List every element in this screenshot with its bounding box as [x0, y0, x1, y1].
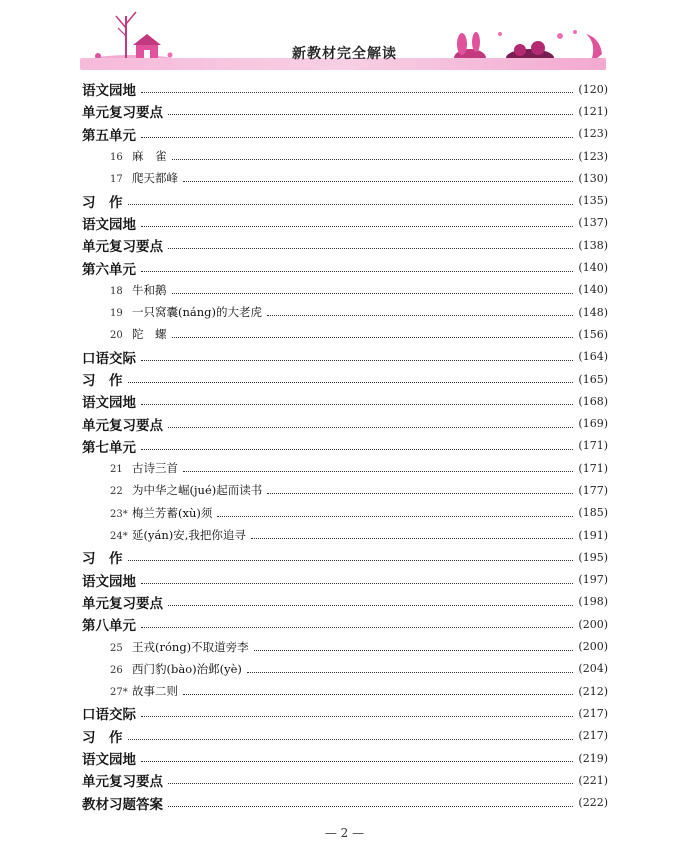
- toc-entry-title: 习 作: [82, 373, 123, 389]
- toc-entry-title: 口语交际: [82, 350, 136, 367]
- toc-entry-page: (171): [575, 462, 608, 475]
- toc-entry-page: (222): [575, 796, 608, 809]
- dot-leader: [141, 626, 573, 628]
- toc-entry-title: 爬天都峰: [132, 171, 178, 186]
- toc-lesson-entry[interactable]: [82, 457, 608, 479]
- toc-entry-label: [82, 124, 139, 144]
- toc-entry-title: 单元复习要点: [82, 417, 163, 434]
- toc-section-entry[interactable]: [82, 346, 608, 368]
- toc-lesson-entry[interactable]: [82, 167, 608, 189]
- toc-section-entry[interactable]: [82, 725, 608, 747]
- toc-entry-page: (177): [575, 484, 608, 497]
- toc-entry-title: 单元复习要点: [82, 595, 163, 612]
- toc-entry-title: 西门豹(bào)治邺(yè): [132, 661, 242, 676]
- toc-lesson-entry[interactable]: [82, 658, 608, 680]
- toc-entry-label: [82, 614, 139, 634]
- dot-leader: [168, 604, 573, 606]
- toc-lesson-entry[interactable]: [82, 524, 608, 546]
- toc-entry-title: 古诗三首: [132, 461, 178, 476]
- toc-entry-page: (137): [575, 216, 608, 229]
- toc-entry-label: [82, 547, 126, 567]
- toc-entry-label: [82, 191, 126, 211]
- toc-entry-title: 延(yán)安,我把你追寻: [132, 528, 246, 543]
- lesson-number: 18: [110, 285, 123, 297]
- toc-entry-title: 第八单元: [82, 618, 136, 635]
- toc-entry-title: 语文园地: [82, 395, 136, 412]
- toc-entry-page: (217): [575, 707, 608, 720]
- book-title: 新教材完全解读: [292, 46, 397, 62]
- toc-entry-label: [82, 391, 139, 411]
- toc-entry-page: (200): [575, 618, 608, 631]
- toc-entry-page: (148): [575, 306, 608, 319]
- dot-leader: [141, 582, 573, 584]
- toc-lesson-entry[interactable]: [82, 323, 608, 345]
- dot-leader: [128, 203, 574, 205]
- dot-leader: [128, 381, 574, 383]
- dot-leader: [128, 559, 574, 561]
- toc-entry-label: [82, 770, 166, 790]
- toc-entry-page: (171): [575, 439, 608, 452]
- toc-section-entry[interactable]: [82, 100, 608, 122]
- dot-leader: [168, 247, 573, 249]
- dot-leader: [141, 760, 573, 762]
- lesson-number: 25: [110, 642, 123, 654]
- dot-leader: [168, 782, 573, 784]
- table-of-contents: [82, 78, 608, 814]
- dot-leader: [254, 649, 574, 651]
- toc-entry-title: 习 作: [82, 194, 123, 211]
- toc-entry-label: [82, 639, 252, 655]
- lesson-number: 17: [110, 174, 123, 186]
- dot-leader: [141, 359, 573, 361]
- toc-lesson-entry[interactable]: [82, 279, 608, 301]
- toc-entry-title: 第六单元: [82, 261, 136, 278]
- toc-entry-label: [82, 703, 139, 723]
- toc-section-entry[interactable]: [82, 234, 608, 256]
- toc-entry-title: 一只窝囊(náng)的大老虎: [132, 305, 263, 320]
- toc-entry-page: (204): [575, 662, 608, 675]
- toc-entry-title: 单元复习要点: [82, 239, 163, 256]
- toc-section-entry[interactable]: [82, 702, 608, 724]
- toc-entry-page: (121): [575, 105, 608, 118]
- toc-entry-title: 麻 雀: [132, 149, 167, 164]
- toc-entry-title: 语文园地: [82, 573, 136, 590]
- toc-entry-title: 语文园地: [82, 83, 136, 100]
- toc-entry-label: [82, 726, 126, 746]
- dot-leader: [267, 314, 573, 316]
- toc-entry-label: [82, 148, 170, 164]
- lesson-number: 19: [110, 308, 123, 320]
- dot-leader: [128, 738, 574, 740]
- lesson-number: 27*: [110, 687, 128, 699]
- dot-leader: [168, 426, 573, 428]
- toc-entry-page: (191): [575, 529, 608, 542]
- dot-leader: [172, 336, 574, 338]
- toc-entry-page: (168): [575, 395, 608, 408]
- toc-entry-label: [82, 304, 265, 320]
- dot-leader: [141, 225, 573, 227]
- toc-entry-title: 第五单元: [82, 127, 136, 144]
- toc-entry-page: (164): [575, 350, 608, 363]
- toc-entry-label: [82, 170, 181, 186]
- toc-entry-title: 故事二则: [132, 684, 178, 699]
- lesson-number: 22: [110, 486, 123, 498]
- toc-entry-page: (140): [575, 261, 608, 274]
- dot-leader: [183, 180, 573, 182]
- dot-leader: [172, 292, 574, 294]
- dot-leader: [247, 671, 574, 673]
- toc-entry-label: [82, 101, 166, 121]
- toc-section-entry[interactable]: [82, 613, 608, 635]
- toc-entry-page: (130): [575, 172, 608, 185]
- toc-lesson-entry[interactable]: [82, 635, 608, 657]
- page-header: [0, 0, 689, 80]
- toc-entry-title: 单元复习要点: [82, 105, 163, 122]
- toc-entry-label: [82, 748, 139, 768]
- dot-leader: [183, 470, 573, 472]
- toc-lesson-entry[interactable]: [82, 502, 608, 524]
- dot-leader: [141, 403, 573, 405]
- toc-entry-title: 陀 螺: [132, 327, 167, 342]
- toc-entry-page: (123): [575, 127, 608, 140]
- toc-entry-page: (140): [575, 283, 608, 296]
- toc-entry-label: [82, 570, 139, 590]
- toc-entry-label: [82, 527, 249, 543]
- toc-section-entry[interactable]: [82, 412, 608, 434]
- toc-entry-page: (221): [575, 774, 608, 787]
- toc-entry-title: 王戎(róng)不取道旁李: [132, 639, 249, 654]
- toc-entry-page: (156): [575, 328, 608, 341]
- toc-entry-page: (123): [575, 150, 608, 163]
- toc-section-entry[interactable]: [82, 792, 608, 814]
- dot-leader: [141, 136, 573, 138]
- toc-entry-label: [82, 258, 139, 278]
- toc-entry-page: (212): [575, 685, 608, 698]
- toc-entry-label: [82, 436, 139, 456]
- toc-entry-page: (185): [575, 506, 608, 519]
- toc-entry-label: [82, 460, 181, 476]
- toc-entry-title: 第七单元: [82, 439, 136, 456]
- toc-entry-title: 习 作: [82, 729, 123, 746]
- toc-entry-title: 梅兰芳蓄(xù)须: [132, 505, 213, 520]
- toc-entry-page: (138): [575, 239, 608, 252]
- lesson-number: 20: [110, 330, 123, 342]
- toc-entry-label: [82, 326, 170, 342]
- lesson-number: 23*: [110, 508, 128, 520]
- toc-section-entry[interactable]: [82, 123, 608, 145]
- toc-entry-page: (217): [575, 729, 608, 742]
- toc-entry-label: [82, 79, 139, 99]
- dot-leader: [183, 693, 573, 695]
- toc-entry-title: 教材习题答案: [82, 796, 163, 813]
- toc-entry-page: (197): [575, 573, 608, 586]
- dot-leader: [172, 158, 574, 160]
- toc-section-entry[interactable]: [82, 212, 608, 234]
- toc-entry-page: (120): [575, 83, 608, 96]
- toc-entry-label: [82, 661, 245, 677]
- dot-leader: [267, 492, 573, 494]
- dot-leader: [141, 715, 573, 717]
- toc-entry-label: [82, 793, 166, 813]
- dot-leader: [141, 448, 573, 450]
- toc-lesson-entry[interactable]: [82, 680, 608, 702]
- toc-section-entry[interactable]: [82, 435, 608, 457]
- toc-entry-page: (169): [575, 417, 608, 430]
- toc-entry-label: [82, 592, 166, 612]
- lesson-number: 26: [110, 664, 123, 676]
- toc-entry-title: 语文园地: [82, 752, 136, 769]
- toc-entry-page: (135): [575, 194, 608, 207]
- toc-entry-title: 单元复习要点: [82, 774, 163, 791]
- toc-entry-title: 为中华之崛(jué)起而读书: [132, 483, 263, 498]
- page-number: — 2 —: [324, 826, 365, 840]
- toc-entry-page: (195): [575, 551, 608, 564]
- dot-leader: [217, 515, 573, 517]
- toc-entry-title: 语文园地: [82, 216, 136, 233]
- dot-leader: [251, 537, 574, 539]
- toc-entry-page: (219): [575, 752, 608, 765]
- lesson-number: 21: [110, 464, 123, 476]
- toc-section-entry[interactable]: [82, 546, 608, 568]
- lesson-number: 24*: [110, 531, 128, 543]
- lesson-number: 16: [110, 152, 123, 164]
- toc-lesson-entry[interactable]: [82, 145, 608, 167]
- dot-leader: [168, 805, 573, 807]
- toc-lesson-entry[interactable]: [82, 301, 608, 323]
- dot-leader: [141, 91, 573, 93]
- toc-section-entry[interactable]: [82, 747, 608, 769]
- toc-entry-title: 口语交际: [82, 707, 136, 724]
- toc-entry-label: [82, 235, 166, 255]
- toc-entry-page: (165): [575, 373, 608, 386]
- toc-entry-title: 牛和鹅: [132, 282, 167, 297]
- toc-entry-label: [82, 213, 139, 233]
- toc-entry-label: [82, 282, 170, 298]
- toc-entry-label: [82, 505, 215, 521]
- toc-section-entry[interactable]: [82, 390, 608, 412]
- toc-section-entry[interactable]: [82, 368, 608, 390]
- toc-entry-label: [82, 369, 126, 389]
- toc-section-entry[interactable]: [82, 78, 608, 100]
- toc-entry-title: 习 作: [82, 551, 123, 568]
- toc-section-entry[interactable]: [82, 769, 608, 791]
- toc-lesson-entry[interactable]: [82, 479, 608, 501]
- toc-entry-page: (200): [575, 640, 608, 653]
- toc-section-entry[interactable]: [82, 256, 608, 278]
- toc-entry-label: [82, 683, 181, 699]
- toc-section-entry[interactable]: [82, 569, 608, 591]
- toc-section-entry[interactable]: [82, 591, 608, 613]
- dot-leader: [168, 113, 573, 115]
- dot-leader: [141, 270, 573, 272]
- toc-section-entry[interactable]: [82, 189, 608, 211]
- toc-entry-label: [82, 482, 265, 498]
- toc-entry-label: [82, 414, 166, 434]
- toc-entry-page: (198): [575, 595, 608, 608]
- toc-entry-label: [82, 347, 139, 367]
